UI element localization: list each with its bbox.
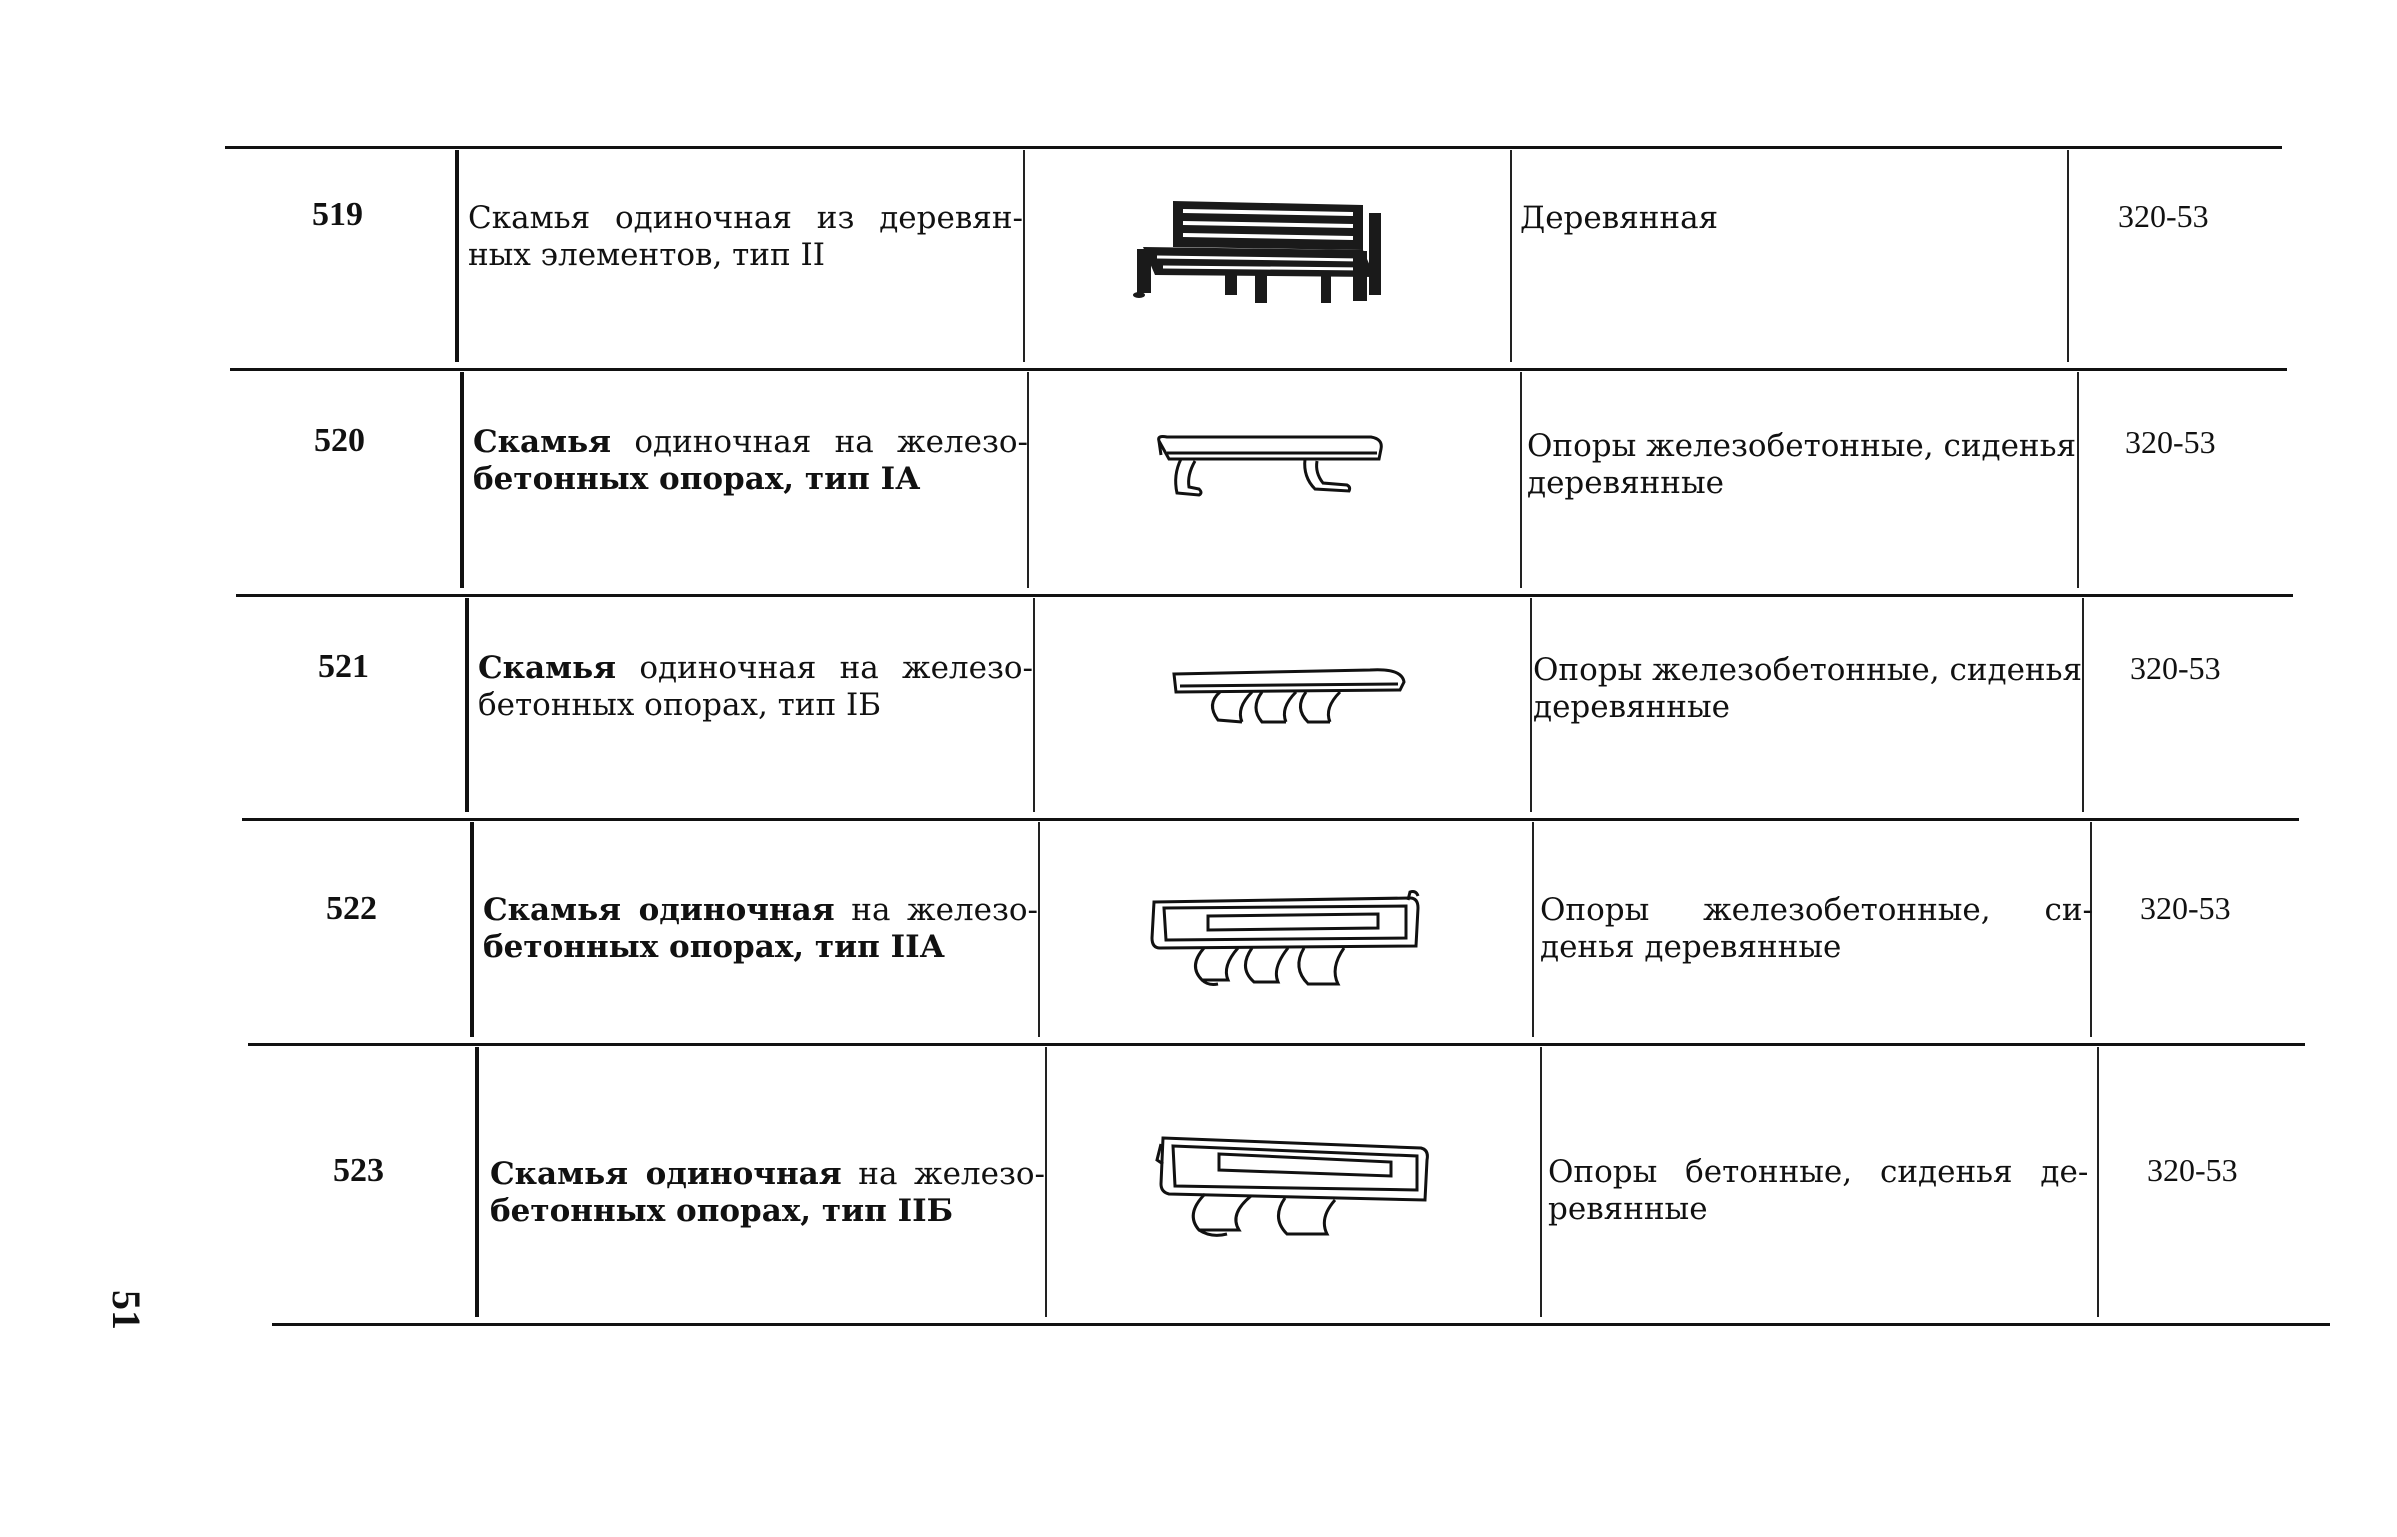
- column-divider: [2077, 372, 2079, 588]
- item-name-line2: бетонных опорах, тип IА: [473, 461, 921, 497]
- item-code: 320-53: [2125, 424, 2216, 460]
- item-name-line1: на железо-: [841, 1156, 1045, 1192]
- column-divider: [475, 1047, 479, 1317]
- item-material-line1: Опоры железобетонные, сиденья: [1533, 652, 2083, 688]
- column-divider: [1045, 1047, 1047, 1317]
- column-divider: [1033, 598, 1035, 812]
- bench-type-1b-icon: [1170, 664, 1410, 734]
- row-divider: [272, 1323, 2330, 1326]
- item-name-line2: бетонных опорах, тип IБ: [478, 687, 882, 723]
- column-divider: [1532, 822, 1534, 1037]
- item-name-bold: Скамья: [473, 424, 612, 460]
- item-material-line2: деревянные: [1533, 689, 1730, 725]
- item-name-bold: Скамья одиночная: [483, 892, 835, 928]
- row-divider: [236, 594, 2293, 597]
- column-divider: [470, 822, 474, 1037]
- item-material-line1: Опоры бетонные, сиденья де-: [1548, 1154, 2089, 1190]
- column-divider: [2097, 1047, 2099, 1317]
- column-divider: [460, 372, 464, 588]
- column-divider: [2090, 822, 2092, 1037]
- item-name-bold: Скамья: [478, 650, 617, 686]
- item-number: 523: [333, 1152, 384, 1189]
- row-divider: [225, 146, 2282, 149]
- item-name: [478, 650, 1033, 724]
- item-material: [1527, 428, 2076, 502]
- item-number: 521: [318, 648, 369, 685]
- column-divider: [1520, 372, 1522, 588]
- item-material: [1540, 892, 2093, 966]
- item-material-line2: денья деревянные: [1540, 929, 1842, 965]
- column-divider: [465, 598, 469, 812]
- page-number: 51: [104, 1290, 149, 1330]
- item-name-line2: бетонных опорах, тип IIА: [483, 929, 945, 965]
- item-name-line1: одиночная на железо-: [611, 424, 1028, 460]
- item-name-line1: Скамья одиночная из деревян-: [468, 200, 1023, 236]
- column-divider: [1038, 822, 1040, 1037]
- column-divider: [2067, 150, 2069, 362]
- wooden-bench-icon: [1125, 195, 1395, 311]
- column-divider: [455, 150, 459, 362]
- item-code: 320-53: [2147, 1152, 2238, 1188]
- item-name: [473, 424, 1028, 498]
- item-name-line2: ных элементов, тип II: [468, 237, 825, 273]
- column-divider: [1023, 150, 1025, 362]
- item-code: 320-53: [2130, 650, 2221, 686]
- item-name: [468, 200, 1023, 274]
- item-number: 519: [312, 196, 363, 233]
- item-name-line2: бетонных опорах, тип IIБ: [490, 1193, 954, 1229]
- item-material: [1548, 1154, 2089, 1228]
- item-number: 520: [314, 422, 365, 459]
- item-material: [1533, 652, 2082, 726]
- bench-type-2a-icon: [1148, 888, 1423, 998]
- column-divider: [2082, 598, 2084, 812]
- column-divider: [1530, 598, 1532, 812]
- column-divider: [1540, 1047, 1542, 1317]
- item-name-bold: Скамья одиночная: [490, 1156, 842, 1192]
- item-name-line1: на железо-: [834, 892, 1038, 928]
- item-material-line1: Деревянная: [1520, 200, 1719, 236]
- column-divider: [1510, 150, 1512, 362]
- item-code: 320-53: [2140, 890, 2231, 926]
- item-code: 320-53: [2118, 198, 2209, 234]
- bench-type-2b-icon: [1155, 1130, 1435, 1246]
- row-divider: [230, 368, 2287, 371]
- item-name: [490, 1156, 1045, 1230]
- item-name: [483, 892, 1038, 966]
- bench-type-1a-icon: [1155, 435, 1385, 509]
- row-divider: [242, 818, 2299, 821]
- item-name-line1: одиночная на железо-: [616, 650, 1033, 686]
- item-material-line1: Опоры железобетонные, си-: [1540, 892, 2093, 928]
- item-number: 522: [326, 890, 377, 927]
- row-divider: [248, 1043, 2305, 1046]
- item-material-line2: деревянные: [1527, 465, 1724, 501]
- item-material: [1520, 200, 1718, 237]
- item-material-line1: Опоры железобетонные, сиденья: [1527, 428, 2077, 464]
- item-material-line2: ревянные: [1548, 1191, 1708, 1227]
